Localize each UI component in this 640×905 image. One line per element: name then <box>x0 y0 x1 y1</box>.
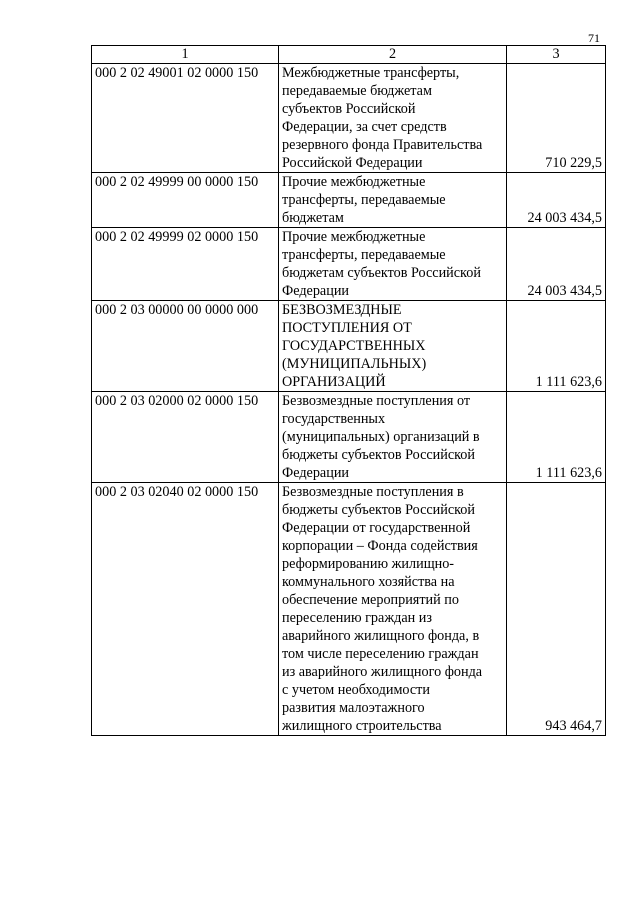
budget-code-cell: 000 2 03 02000 02 0000 150 <box>92 392 279 483</box>
table-row <box>92 64 606 173</box>
income-name-line: бюджетам <box>282 210 344 226</box>
income-name-line: коммунального хозяйства на <box>282 574 455 590</box>
amount-cell: 943 464,7 <box>507 483 606 736</box>
income-name-line: бюджеты субъектов Российской <box>282 447 475 463</box>
income-name-line: Федерации <box>282 465 350 481</box>
income-name-line: БЕЗВОЗМЕЗДНЫЕ <box>282 302 402 318</box>
income-name-line: том числе переселению граждан <box>282 646 479 662</box>
income-name-line: Прочие межбюджетные <box>282 174 426 190</box>
income-name-line: (муниципальных) организаций в <box>282 429 480 445</box>
table-row <box>92 392 606 483</box>
amount-cell: 1 111 623,6 <box>507 392 606 483</box>
income-name-line: трансферты, передаваемые <box>282 192 446 208</box>
income-name-line: с учетом необходимости <box>282 682 430 698</box>
income-name-cell <box>279 173 507 228</box>
income-name-line: резервного фонда Правительства <box>282 137 483 153</box>
amount-cell: 24 003 434,5 <box>507 173 606 228</box>
income-name-cell <box>279 64 507 173</box>
income-name-line: Межбюджетные трансферты, <box>282 65 460 81</box>
income-name-line: Прочие межбюджетные <box>282 229 426 245</box>
table-row <box>92 301 606 392</box>
income-name-line: ОРГАНИЗАЦИЙ <box>282 374 386 390</box>
income-name-cell <box>279 228 507 301</box>
income-name-line: трансферты, передаваемые <box>282 247 446 263</box>
income-name-line: Федерации, за счет средств <box>282 119 447 135</box>
budget-code-cell: 000 2 02 49999 02 0000 150 <box>92 228 279 301</box>
income-name-line: Российской Федерации <box>282 155 423 171</box>
income-name-line: государственных <box>282 411 386 427</box>
table-row <box>92 228 606 301</box>
table-row <box>92 483 606 736</box>
income-name-cell <box>279 392 507 483</box>
income-name-cell <box>279 483 507 736</box>
income-name-line: жилищного строительства <box>282 718 442 734</box>
column-header-code: 1 <box>92 46 279 64</box>
income-name-line: (МУНИЦИПАЛЬНЫХ) <box>282 356 427 372</box>
income-name-line: Безвозмездные поступления в <box>282 484 464 500</box>
income-name-line: переселению граждан из <box>282 610 432 626</box>
budget-code-cell: 000 2 02 49001 02 0000 150 <box>92 64 279 173</box>
income-name-line: корпорации – Фонда содействия <box>282 538 478 554</box>
table-body <box>92 64 606 736</box>
budget-table <box>91 45 606 736</box>
income-name-line: бюджетам субъектов Российской <box>282 265 481 281</box>
income-name-line: из аварийного жилищного фонда <box>282 664 483 680</box>
income-name-line: реформированию жилищно- <box>282 556 455 572</box>
income-name-line: бюджеты субъектов Российской <box>282 502 475 518</box>
budget-code-cell: 000 2 03 02040 02 0000 150 <box>92 483 279 736</box>
income-name-line: передаваемые бюджетам <box>282 83 432 99</box>
income-name-line: развития малоэтажного <box>282 700 425 716</box>
income-name-line: ГОСУДАРСТВЕННЫХ <box>282 338 426 354</box>
income-name-line: аварийного жилищного фонда, в <box>282 628 480 644</box>
amount-cell: 710 229,5 <box>507 64 606 173</box>
income-name-line: субъектов Российской <box>282 101 416 117</box>
table-row <box>92 173 606 228</box>
income-name-line: ПОСТУПЛЕНИЯ ОТ <box>282 320 412 336</box>
page-number: 71 <box>588 31 600 45</box>
income-name-line: обеспечение мероприятий по <box>282 592 459 608</box>
budget-code-cell: 000 2 02 49999 00 0000 150 <box>92 173 279 228</box>
income-name-line: Федерации <box>282 283 350 299</box>
income-name-cell <box>279 301 507 392</box>
budget-code-cell: 000 2 03 00000 00 0000 000 <box>92 301 279 392</box>
column-header-amount: 3 <box>507 46 606 64</box>
amount-cell: 24 003 434,5 <box>507 228 606 301</box>
column-header-name: 2 <box>279 46 507 64</box>
table-header-row <box>92 46 606 64</box>
amount-cell: 1 111 623,6 <box>507 301 606 392</box>
income-name-line: Безвозмездные поступления от <box>282 393 471 409</box>
income-name-line: Федерации от государственной <box>282 520 471 536</box>
